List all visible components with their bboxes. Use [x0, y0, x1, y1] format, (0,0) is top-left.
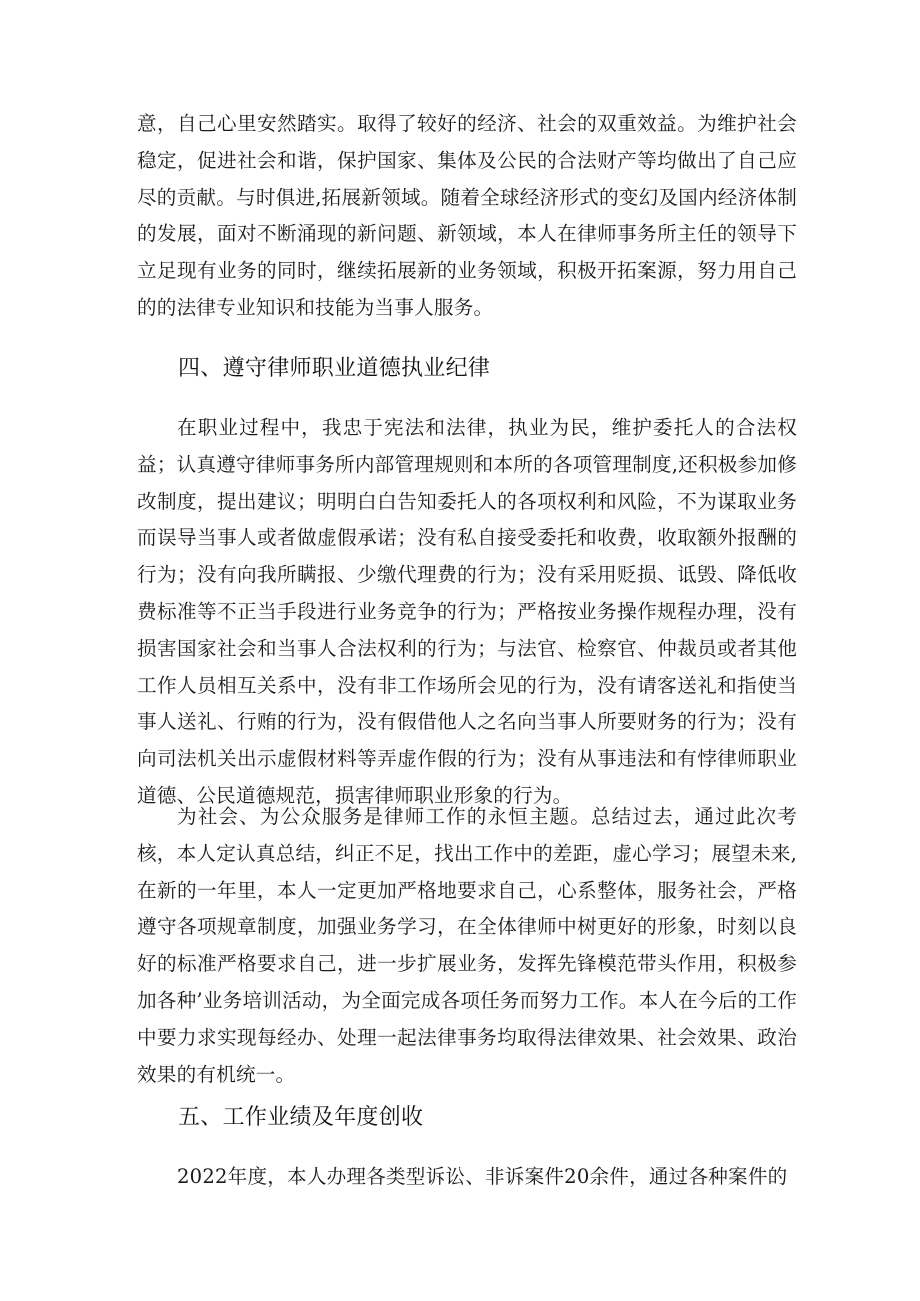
section-five-paragraph-1: 2022年度，本人办理各类型诉讼、非诉案件20余件，通过各种案件的 — [177, 1165, 788, 1188]
section-four-heading: 四、遵守律师职业道德执业纪律 — [178, 356, 491, 381]
intro-paragraph: 意，自己心里安然踏实。取得了较好的经济、社会的双重效益。为维护社会稳定，促进社会和谐，保护国家、集体及公民的合法财产等均做出了自己应尽的贡献。与时俱进,拓展新领域。随着全球经济形式的变幻及国内经济体制的发展，面对不断涌现的新问题、新领域，本人在律师事务所主任的领导下立足现有业务的同时，继续拓展新的业务领域，积极开拓案源，努力用自己的的法律专业知识和技能为当事人服务。 — [137, 112, 797, 319]
section-five-heading: 五、工作业绩及年度创收 — [178, 1105, 424, 1130]
section-four-paragraph-1: 在职业过程中，我忠于宪法和法律，执业为民，维护委托人的合法权益；认真遵守律师事务所内部管理规则和本所的各项管理制度,还积极参加修改制度，提出建议；明明白白告知委托人的各项权利和风险，不为谋取业务而误导当事人或者做虚假承诺；没有私自接受委托和收费，收取额外报酬的行为；没有向我所瞒报、少缴代理费的行为；没有采用贬损、诋毁、降低收费标准等不正当手段进行业务竞争的行为；严格按业务操作规程办理，没有损害国家社会和当事人合法权利的行为；与法官、检察官、仲裁员或者其他工作人员相互关系中，没有非工作场所会见的行为，没有请客送礼和指使当事人送礼、行贿的行为，没有假借他人之名向当事人所要财务的行为；没有向司法机关出示虚假材料等弄虚作假的行为；没有从事违法和有悖律师职业道德、公民道德规范，损害律师职业形象的行为。 — [137, 416, 797, 807]
section-four-paragraph-2: 为社会、为公众服务是律师工作的永恒主题。总结过去，通过此次考核，本人定认真总结，纠正不足，找出工作中的差距，虚心学习；展望未来,在新的一年里，本人一定更加严格地要求自己，心系整体，服务社会，严格遵守各项规章制度，加强业务学习，在全体律师中树更好的形象，时刻以良好的标准严格要求自己，进一步扩展业务，发挥先锋模范带头作用，积极参加各种’业务培训活动，为全面完成各项任务而努力工作。本人在今后的工作中要力求实现每经办、处理一起法律事务均取得法律效果、社会效果、政治效果的有机统一。 — [137, 805, 797, 1086]
